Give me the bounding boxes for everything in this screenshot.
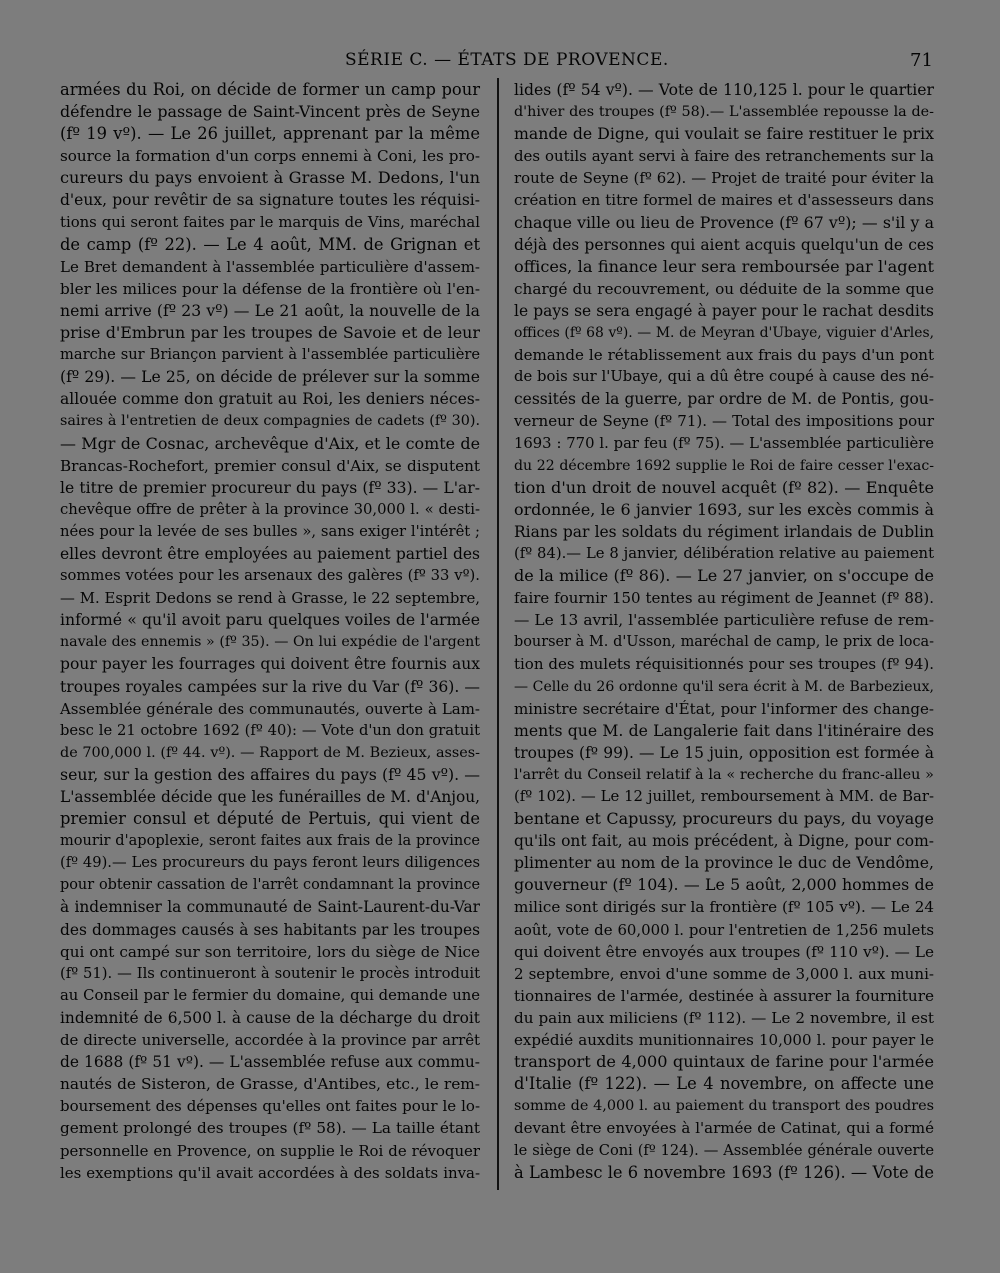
text-line: tion d'un droit de nouvel acquêt (fº 82). — Enquête [514, 477, 934, 497]
text-line: de la milice (fº 86). — Le 27 janvier, on s'occupe de [514, 566, 934, 586]
text-line: nemi arrive (fº 23 vº) — Le 21 août, la nouvelle de la [60, 300, 480, 320]
text-line: le titre de premier procureur du pays (fº 33). — L'ar- [60, 478, 480, 497]
text-line: les exemptions qu'il avait accordées à des soldats inva- [60, 1163, 480, 1182]
text-line: saires à l'entretien de deux compagnies de cadets (fº 30). [60, 413, 480, 430]
text-line: elles devront être employées au paiement partiel des [60, 544, 480, 563]
text-line: informé « qu'il avoit paru quelques voiles de l'armée [60, 610, 480, 630]
text-line: de 1688 (fº 51 vº). — L'assemblée refuse aux commu- [60, 1053, 480, 1072]
text-line: sommes votées pour les arsenaux des galères (fº 33 vº). [60, 567, 480, 585]
text-line: premier consul et député de Pertuis, qui vient de [60, 809, 480, 829]
text-line: troupes royales campées sur la rive du Var (fº 36). — [60, 677, 480, 696]
text-line: Assemblée générale des communautés, ouverte à Lam- [60, 699, 480, 718]
right-column [514, 79, 934, 1184]
text-line: de directe universelle, accordée à la province par arrêt [60, 1031, 480, 1050]
text-line: — M. Esprit Dedons se rend à Grasse, le 22 septembre, [60, 589, 480, 608]
text-line: mourir d'apoplexie, seront faites aux frais de la province [60, 832, 480, 850]
text-line: de 700,000 l. (fº 44. vº). — Rapport de M. Bezieux, asses- [60, 744, 480, 761]
text-line: des outils ayant servi à faire des retranchements sur la [514, 147, 934, 166]
text-line: au Conseil par le fermier du domaine, qui demande une [60, 986, 480, 1004]
text-line: offices (fº 68 vº). — M. de Meyran d'Ubaye, viguier d'Arles, [514, 325, 934, 342]
text-line: personnelle en Provence, on supplie le Roi de révoquer [60, 1141, 480, 1160]
text-line: demande le rétablissement aux frais du pays d'un pont [514, 346, 934, 365]
text-line: de camp (fº 22). — Le 4 août, MM. de Grignan et [60, 234, 480, 254]
text-line: à indemniser la communauté de Saint-Laurent-du-Var [60, 898, 480, 917]
text-line: qui ont campé sur son territoire, lors du siège de Nice [60, 942, 480, 961]
text-line: cureurs du pays envoient à Grasse M. Dedons, l'un [60, 168, 480, 188]
page-header [0, 50, 1000, 74]
text-line: expédié auxdits munitionnaires 10,000 l. pour payer le [514, 1031, 934, 1050]
text-line: bentane et Capussy, procureurs du pays, du voyage [514, 809, 934, 829]
text-line: d'hiver des troupes (fº 58).— L'assemblée repousse la de- [514, 104, 934, 121]
text-line: chargé du recouvrement, ou déduite de la somme que [514, 279, 934, 298]
text-line: mande de Digne, qui voulait se faire restituer le prix [514, 124, 934, 144]
text-line: nautés de Sisteron, de Grasse, d'Antibes, etc., le rem- [60, 1075, 480, 1094]
text-line: — Celle du 26 ordonne qu'il sera écrit à M. de Barbezieux, [514, 678, 934, 695]
text-line: (fº 29). — Le 25, on décide de prélever sur la somme [60, 368, 480, 387]
text-line: route de Seyne (fº 62). — Projet de traité pour éviter la [514, 169, 934, 188]
running-title: SÉRIE C. — ÉTATS DE PROVENCE. [345, 50, 669, 70]
text-line: pour payer les fourrages qui doivent être fournis aux [60, 655, 480, 674]
text-line: (fº 102). — Le 12 juillet, remboursement à MM. de Bar- [514, 788, 934, 805]
text-line: Brancas-Rochefort, premier consul d'Aix, se disputent [60, 456, 480, 475]
text-line: du 22 décembre 1692 supplie le Roi de faire cesser l'exac- [514, 457, 934, 474]
text-line: 2 septembre, envoi d'une somme de 3,000 l. aux muni- [514, 964, 934, 983]
text-line: création en titre formel de maires et d'assesseurs dans [514, 191, 934, 210]
text-line: (fº 19 vº). — Le 26 juillet, apprenant par la même [60, 124, 480, 144]
text-line: lides (fº 54 vº). — Vote de 110,125 l. pour le quartier [514, 81, 934, 99]
text-line: besc le 21 octobre 1692 (fº 40): — Vote d'un don gratuit [60, 721, 480, 739]
text-line: du pain aux miliciens (fº 112). — Le 2 novembre, il est [514, 1008, 934, 1027]
text-line: qui doivent être envoyés aux troupes (fº 110 vº). — Le [514, 942, 934, 961]
text-line: tion des mulets réquisitionnés pour ses troupes (fº 94). [514, 655, 934, 674]
text-line: le siège de Coni (fº 124). — Assemblée générale ouverte [514, 1141, 934, 1159]
text-line: transport de 4,000 quintaux de farine pour l'armée [514, 1052, 934, 1072]
text-line: le pays se sera engagé à payer pour le rachat desdits [514, 301, 934, 320]
text-line: tionnaires de l'armée, destinée à assurer la fourniture [514, 986, 934, 1005]
text-line: à Lambesc le 6 novembre 1693 (fº 126). — Vote de [514, 1162, 934, 1182]
text-line: verneur de Seyne (fº 71). — Total des impositions pour [514, 412, 934, 431]
text-line: navale des ennemis » (fº 35). — On lui expédie de l'argent [60, 634, 480, 651]
text-line: bourser à M. d'Usson, maréchal de camp, le prix de loca- [514, 634, 934, 651]
text-line: (fº 84).— Le 8 janvier, délibération relative au paiement [514, 544, 934, 562]
text-line: marche sur Briançon parvient à l'assemblée particulière [60, 346, 480, 364]
text-line: (fº 49).— Les procureurs du pays feront leurs diligences [60, 854, 480, 872]
left-column [60, 79, 480, 1184]
text-line: ments que M. de Langalerie fait dans l'itinéraire des [514, 720, 934, 740]
text-line: gouverneur (fº 104). — Le 5 août, 2,000 hommes de [514, 875, 934, 895]
text-line: devant être envoyées à l'armée de Catinat, qui a formé [514, 1119, 934, 1138]
text-line: chevêque offre de prêter à la province 30,000 l. « desti- [60, 500, 480, 518]
text-line: d'Italie (fº 122). — Le 4 novembre, on affecte une [514, 1074, 934, 1094]
text-line: pour obtenir cassation de l'arrêt condamnant la province [60, 877, 480, 894]
text-line: qu'ils ont fait, au mois précédent, à Digne, pour com- [514, 832, 934, 851]
text-line: des dommages causés à ses habitants par les troupes [60, 920, 480, 939]
text-line: faire fournir 150 tentes au régiment de Jeannet (fº 88). [514, 589, 934, 608]
text-line: indemnité de 6,500 l. à cause de la décharge du droit [60, 1008, 480, 1027]
text-line: L'assemblée décide que les funérailles de M. d'Anjou, [60, 788, 480, 806]
text-line: somme de 4,000 l. au paiement du transport des poudres [514, 1098, 934, 1115]
text-line: gement prolongé des troupes (fº 58). — La taille étant [60, 1119, 480, 1138]
text-line: cessités de la guerre, par ordre de M. de Pontis, gou- [514, 390, 934, 409]
page-number: 71 [910, 50, 933, 71]
text-line: Le Bret demandent à l'assemblée particulière d'assem- [60, 257, 480, 276]
text-line: boursement des dépenses qu'elles ont faites pour le lo- [60, 1097, 480, 1116]
text-line: milice sont dirigés sur la frontière (fº 105 vº). — Le 24 [514, 898, 934, 917]
text-line: 1693 : 770 l. par feu (fº 75). — L'assemblée particulière [514, 434, 934, 452]
text-line: chaque ville ou lieu de Provence (fº 67 vº); — s'il y a [514, 212, 934, 232]
text-line: Rians par les soldats du régiment irlandais de Dublin [514, 522, 934, 541]
text-line: troupes (fº 99). — Le 15 juin, opposition est formée à [514, 743, 934, 762]
text-line: de bois sur l'Ubaye, qui a dû être coupé à cause des né- [514, 368, 934, 386]
text-line: nées pour la levée de ses bulles », sans exiger l'intérêt ; [60, 522, 480, 540]
text-line: allouée comme don gratuit au Roi, les deniers néces- [60, 390, 480, 409]
text-line: (fº 51). — Ils continueront à soutenir le procès introduit [60, 964, 480, 982]
text-line: déjà des personnes qui aient acquis quelqu'un de ces [514, 235, 934, 254]
text-line: — Mgr de Cosnac, archevêque d'Aix, et le comte de [60, 433, 480, 453]
text-line: bler les milices pour la défense de la frontière où l'en- [60, 279, 480, 298]
text-line: ordonnée, le 6 janvier 1693, sur les excès commis à [514, 499, 934, 519]
text-line: d'eux, pour revêtir de sa signature toutes les réquisi- [60, 191, 480, 210]
text-line: — Le 13 avril, l'assemblée particulière refuse de rem- [514, 611, 934, 630]
text-line: offices, la finance leur sera remboursée par l'agent [514, 256, 934, 276]
column-divider [497, 78, 499, 1190]
text-line: l'arrêt du Conseil relatif à la « recherche du franc-alleu » [514, 766, 934, 783]
text-line: seur, sur la gestion des affaires du pays (fº 45 vº). — [60, 764, 480, 784]
text-line: plimenter au nom de la province le duc de Vendôme, [514, 853, 934, 873]
text-line: source la formation d'un corps ennemi à Coni, les pro- [60, 147, 480, 166]
text-line: armées du Roi, on décide de former un camp pour [60, 80, 480, 99]
text-line: ministre secrétaire d'État, pour l'informer des change- [514, 699, 934, 718]
text-line: défendre le passage de Saint-Vincent près de Seyne [60, 102, 480, 122]
text-line: août, vote de 60,000 l. pour l'entretien de 1,256 mulets [514, 920, 934, 939]
text-line: tions qui seront faites par le marquis de Vins, maréchal [60, 213, 480, 231]
text-line: prise d'Embrun par les troupes de Savoie et de leur [60, 323, 480, 343]
